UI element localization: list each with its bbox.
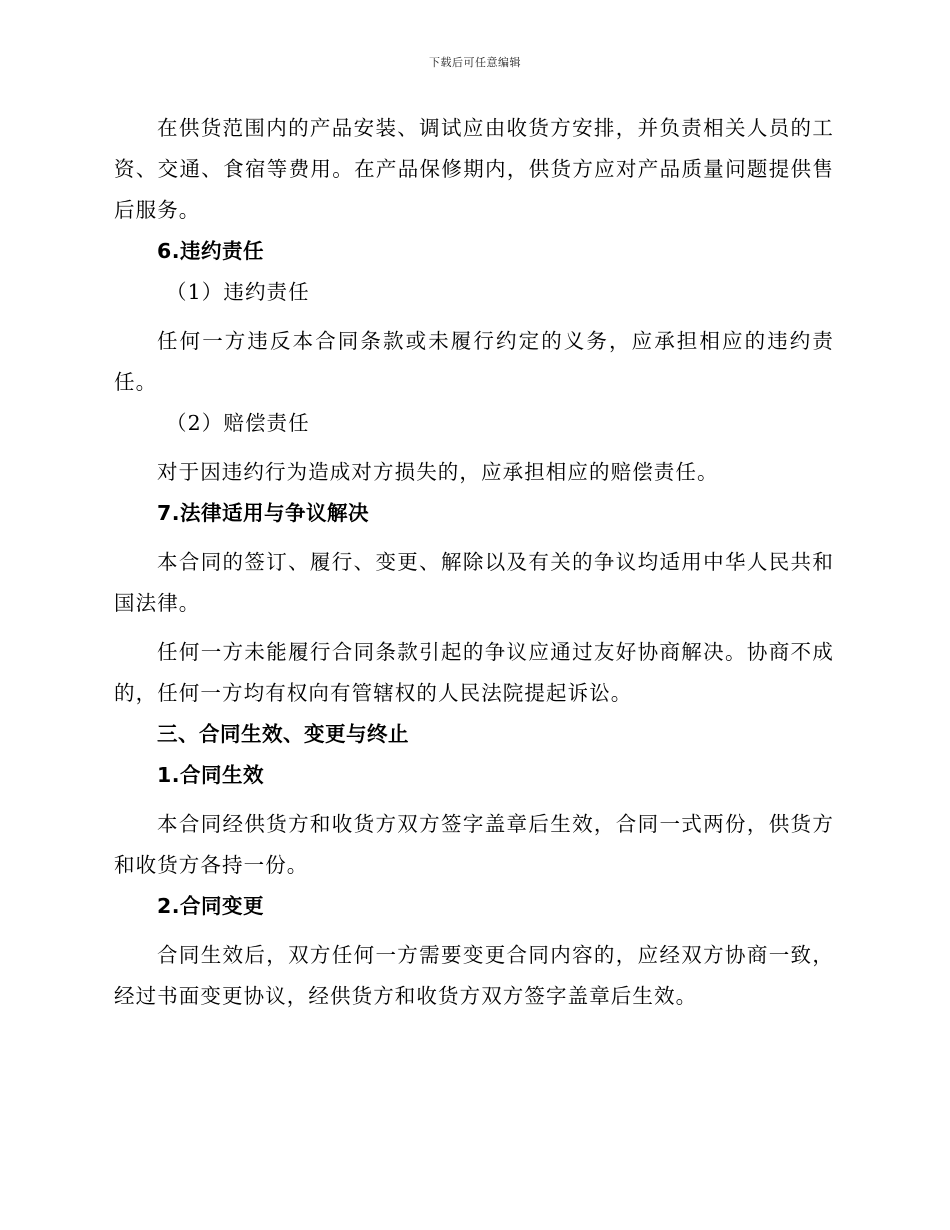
paragraph-compensation: 对于因违约行为造成对方损失的，应承担相应的赔偿责任。: [157, 460, 719, 484]
heading-contract-change: 2.合同变更: [157, 894, 265, 918]
paragraph-governing-law: 本合同的签订、履行、变更、解除以及有关的争议均适用中华人民共和国法律。: [114, 550, 834, 615]
paragraph-contract-effect: 本合同经供货方和收货方双方签字盖章后生效，合同一式两份，供货方和收货方各持一份。: [114, 812, 834, 877]
heading-contract-effect: 1.合同生效: [157, 763, 265, 787]
paragraph-contract-change: 合同生效后，双方任何一方需要变更合同内容的，应经双方协商一致，经过书面变更协议，经供货方和收货方双方签字盖章后生效。: [114, 943, 834, 1008]
paragraph-dispute-resolution: 任何一方未能履行合同条款引起的争议应通过友好协商解决。协商不成的，任何一方均有权向有管辖权的人民法院提起诉讼。: [114, 640, 834, 705]
paragraph-breach-liability: 任何一方违反本合同条款或未履行约定的义务，应承担相应的违约责任。: [114, 329, 834, 394]
heading-breach-liability: 6.违约责任: [157, 239, 265, 263]
subheading-breach-liability: （1）违约责任: [166, 280, 310, 304]
page-header: 下载后可任意编辑: [429, 56, 521, 69]
document-body: [114, 108, 834, 1017]
heading-law-disputes: 7.法律适用与争议解决: [157, 501, 370, 525]
paragraph-installation: 在供货范围内的产品安装、调试应由收货方安排，并负责相关人员的工资、交通、食宿等费用。在产品保修期内，供货方应对产品质量问题提供售后服务。: [114, 116, 834, 222]
section-title-effect-change-termination: 三、合同生效、变更与终止: [157, 722, 409, 746]
subheading-compensation: （2）赔偿责任: [166, 411, 310, 435]
